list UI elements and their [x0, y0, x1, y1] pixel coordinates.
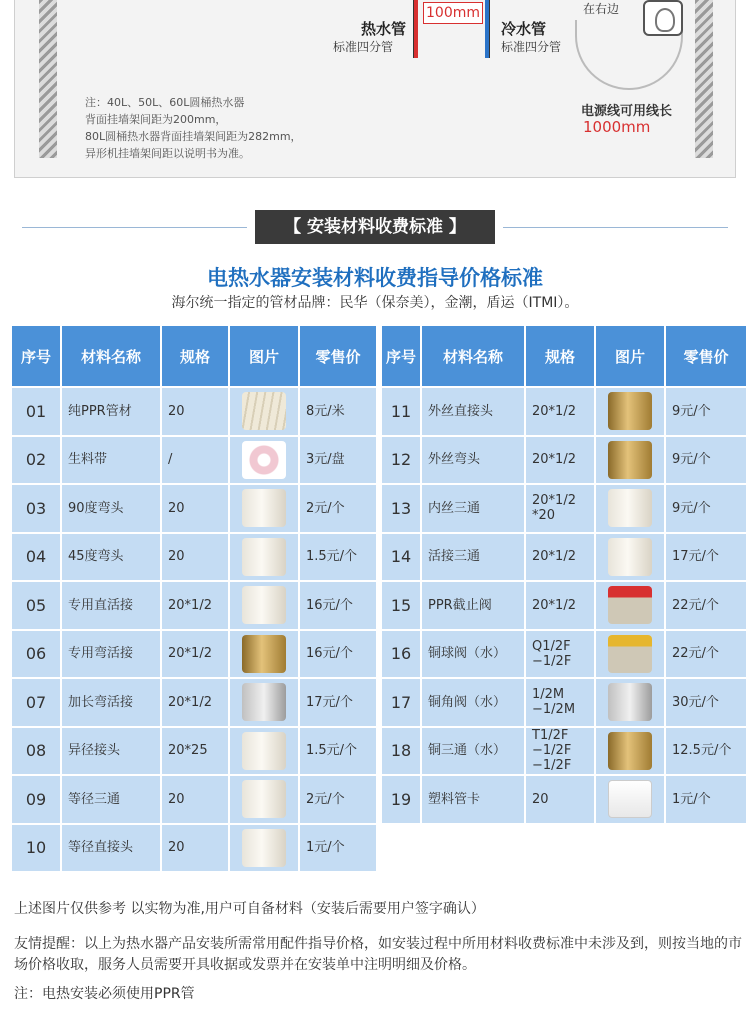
table-row	[12, 726, 376, 775]
item-name: 内丝三通	[422, 485, 526, 532]
power-socket-icon	[643, 0, 683, 36]
item-image	[230, 582, 300, 629]
table-row	[12, 386, 376, 435]
item-image	[596, 631, 666, 678]
item-photo	[242, 780, 286, 818]
item-number: 11	[382, 388, 422, 435]
item-price: 2元/个	[306, 500, 345, 516]
item-number: 19	[382, 776, 422, 823]
item-photo	[608, 441, 652, 479]
col-price: 零售价	[683, 347, 729, 366]
socket-position-label: 在右边	[583, 2, 620, 16]
col-image: 图片	[230, 326, 300, 386]
table-row	[12, 774, 376, 823]
item-spec: 20*25	[162, 728, 230, 775]
item-photo	[242, 586, 286, 624]
item-name: 塑料管卡	[422, 776, 526, 823]
item-name: 专用直活接	[62, 582, 162, 629]
wall-bracket-left	[39, 0, 57, 158]
item-photo	[242, 683, 286, 721]
item-photo	[242, 489, 286, 527]
item-spec: 20*1/2	[526, 582, 596, 629]
item-spec: 20*1/2	[526, 437, 596, 484]
item-image	[596, 728, 666, 775]
item-image	[596, 485, 666, 532]
brand-subtitle: 海尔统一指定的管材品牌：民华（保奈美），金潮，盾运（ITMI）。	[171, 295, 579, 311]
item-name: 外丝弯头	[422, 437, 526, 484]
bracket-note	[85, 94, 302, 162]
item-name: 铜球阀（水）	[422, 631, 526, 678]
item-name: PPR截止阀	[422, 582, 526, 629]
col-image: 图片	[596, 326, 666, 386]
item-number: 15	[382, 582, 422, 629]
table-row	[382, 580, 746, 629]
item-spec: 20	[162, 825, 230, 872]
item-number: 10	[12, 825, 62, 872]
item-photo	[608, 635, 652, 673]
item-spec: 20*1/2	[526, 388, 596, 435]
item-spec: 20	[162, 485, 230, 532]
item-name: 等径三通	[62, 776, 162, 823]
price-table-left	[12, 326, 376, 871]
item-spec: 20	[162, 388, 230, 435]
wall-bracket-right	[695, 0, 713, 158]
page-title: 电热水器安装材料收费指导价格标准	[207, 266, 543, 290]
table-row	[12, 629, 376, 678]
item-price: 1.5元/个	[306, 549, 358, 565]
installation-diagram	[14, 0, 736, 178]
item-number: 16	[382, 631, 422, 678]
table-row	[382, 774, 746, 823]
item-spec: 20	[162, 534, 230, 581]
item-number: 14	[382, 534, 422, 581]
table-header	[382, 326, 746, 386]
item-image	[230, 534, 300, 581]
note-line: 背面挂墙架间距为200mm，	[85, 113, 227, 126]
item-price: 8元/米	[306, 403, 345, 419]
item-name: 专用弯活接	[62, 631, 162, 678]
item-name: 45度弯头	[62, 534, 162, 581]
item-image	[596, 776, 666, 823]
item-photo	[608, 586, 652, 624]
hot-pipe-standard: 标准四分管	[333, 40, 394, 54]
table-row	[12, 580, 376, 629]
item-photo	[608, 538, 652, 576]
item-image	[230, 728, 300, 775]
item-price: 17元/个	[306, 694, 353, 710]
power-cable-label: 电源线可用线长	[581, 104, 673, 119]
col-spec: 规格	[526, 326, 596, 386]
item-photo	[608, 489, 652, 527]
item-price: 9元/个	[672, 452, 711, 468]
footer-reference-note: 上述图片仅供参考 以实物为准,用户可自备材料（安装后需要用户签字确认）	[14, 901, 485, 917]
col-no: 序号	[12, 326, 62, 386]
power-cable-length: 1000mm	[583, 118, 651, 136]
item-photo	[242, 441, 286, 479]
item-price: 16元/个	[306, 597, 353, 613]
item-number: 02	[12, 437, 62, 484]
table-row	[12, 532, 376, 581]
item-image	[596, 582, 666, 629]
item-photo	[242, 635, 286, 673]
item-image	[230, 679, 300, 726]
item-number: 07	[12, 679, 62, 726]
item-number: 13	[382, 485, 422, 532]
table-row	[12, 677, 376, 726]
col-price: 零售价	[315, 347, 361, 366]
item-price: 1元/个	[672, 791, 711, 807]
cold-pipe-label: 冷水管	[501, 20, 547, 38]
item-name: 生料带	[62, 437, 162, 484]
item-name: 等径直接头	[62, 825, 162, 872]
item-image	[596, 388, 666, 435]
item-price: 22元/个	[672, 597, 719, 613]
item-image	[596, 534, 666, 581]
table-row	[382, 483, 746, 532]
item-name: 纯PPR管材	[62, 388, 162, 435]
item-number: 01	[12, 388, 62, 435]
price-table-right	[382, 326, 746, 823]
note-line: 异形机挂墙架间距以说明书为准。	[85, 147, 250, 160]
item-name: 加长弯活接	[62, 679, 162, 726]
item-price: 16元/个	[306, 646, 353, 662]
item-price: 12.5元/个	[672, 743, 732, 759]
cold-pipe-graphic	[485, 0, 490, 58]
item-price: 3元/盘	[306, 452, 345, 468]
item-spec: 20*1/2 *20	[526, 485, 596, 532]
note-line: 注：40L、50L、60L圆桶热水器	[85, 96, 245, 109]
table-header	[12, 326, 376, 386]
cold-pipe-standard: 标准四分管	[501, 40, 562, 54]
table-row	[382, 532, 746, 581]
col-spec: 规格	[162, 326, 230, 386]
item-spec: 20*1/2	[526, 534, 596, 581]
item-name: 铜三通（水）	[422, 728, 526, 775]
item-photo	[242, 732, 286, 770]
item-image	[230, 776, 300, 823]
table-row	[382, 677, 746, 726]
divider-left	[22, 227, 247, 228]
item-price: 9元/个	[672, 403, 711, 419]
divider-right	[503, 227, 728, 228]
item-number: 17	[382, 679, 422, 726]
footer-ppr-note: 注：电热安装必须使用PPR管	[14, 986, 195, 1002]
item-price: 30元/个	[672, 694, 719, 710]
table-row	[12, 823, 376, 872]
item-spec: 20*1/2	[162, 582, 230, 629]
item-number: 08	[12, 728, 62, 775]
item-photo	[242, 538, 286, 576]
footer-reminder: 友情提醒：以上为热水器产品安装所需常用配件指导价格，如安装过程中所用材料收费标准中未涉及到，则按当地的市场价格收取，服务人员需要开具收据或发票并在安装单中注明明细及价格。	[14, 936, 742, 973]
item-number: 09	[12, 776, 62, 823]
item-name: 铜角阀（水）	[422, 679, 526, 726]
item-image	[230, 825, 300, 872]
item-image	[230, 437, 300, 484]
item-spec: 20*1/2	[162, 631, 230, 678]
item-spec: 1/2M −1/2M	[526, 679, 596, 726]
item-spec: Q1/2F −1/2F	[526, 631, 596, 678]
col-name: 材料名称	[422, 326, 526, 386]
table-row	[382, 386, 746, 435]
item-image	[230, 631, 300, 678]
col-no: 序号	[382, 326, 422, 386]
table-row	[382, 726, 746, 775]
hot-pipe-graphic	[413, 0, 418, 58]
item-name: 90度弯头	[62, 485, 162, 532]
item-number: 05	[12, 582, 62, 629]
item-image	[596, 437, 666, 484]
item-spec: T1/2F −1/2F −1/2F	[526, 728, 596, 775]
item-photo	[242, 392, 286, 430]
table-row	[12, 435, 376, 484]
item-name: 异径接头	[62, 728, 162, 775]
item-photo	[608, 683, 652, 721]
section-header: 【 安装材料收费标准 】	[255, 210, 495, 244]
item-image	[230, 388, 300, 435]
item-photo	[242, 829, 286, 867]
item-price: 22元/个	[672, 646, 719, 662]
item-photo	[608, 732, 652, 770]
item-spec: 20*1/2	[162, 679, 230, 726]
item-name: 外丝直接头	[422, 388, 526, 435]
pipe-spacing-dimension: 100mm	[423, 2, 483, 24]
item-price: 17元/个	[672, 549, 719, 565]
item-number: 18	[382, 728, 422, 775]
item-price: 1.5元/个	[306, 743, 358, 759]
item-spec: 20	[526, 776, 596, 823]
item-photo	[608, 392, 652, 430]
item-image	[596, 679, 666, 726]
hot-pipe-label: 热水管	[361, 20, 407, 38]
table-row	[382, 435, 746, 484]
note-line: 80L圆桶热水器背面挂墙架间距为282mm，	[85, 130, 302, 143]
item-price: 9元/个	[672, 500, 711, 516]
item-price: 1元/个	[306, 840, 345, 856]
col-name: 材料名称	[62, 326, 162, 386]
item-number: 03	[12, 485, 62, 532]
item-image	[230, 485, 300, 532]
item-spec: 20	[162, 776, 230, 823]
item-number: 12	[382, 437, 422, 484]
item-spec: /	[162, 437, 230, 484]
item-number: 06	[12, 631, 62, 678]
item-name: 活接三通	[422, 534, 526, 581]
item-price: 2元/个	[306, 791, 345, 807]
item-photo	[608, 780, 652, 818]
table-row	[382, 629, 746, 678]
item-number: 04	[12, 534, 62, 581]
table-row	[12, 483, 376, 532]
